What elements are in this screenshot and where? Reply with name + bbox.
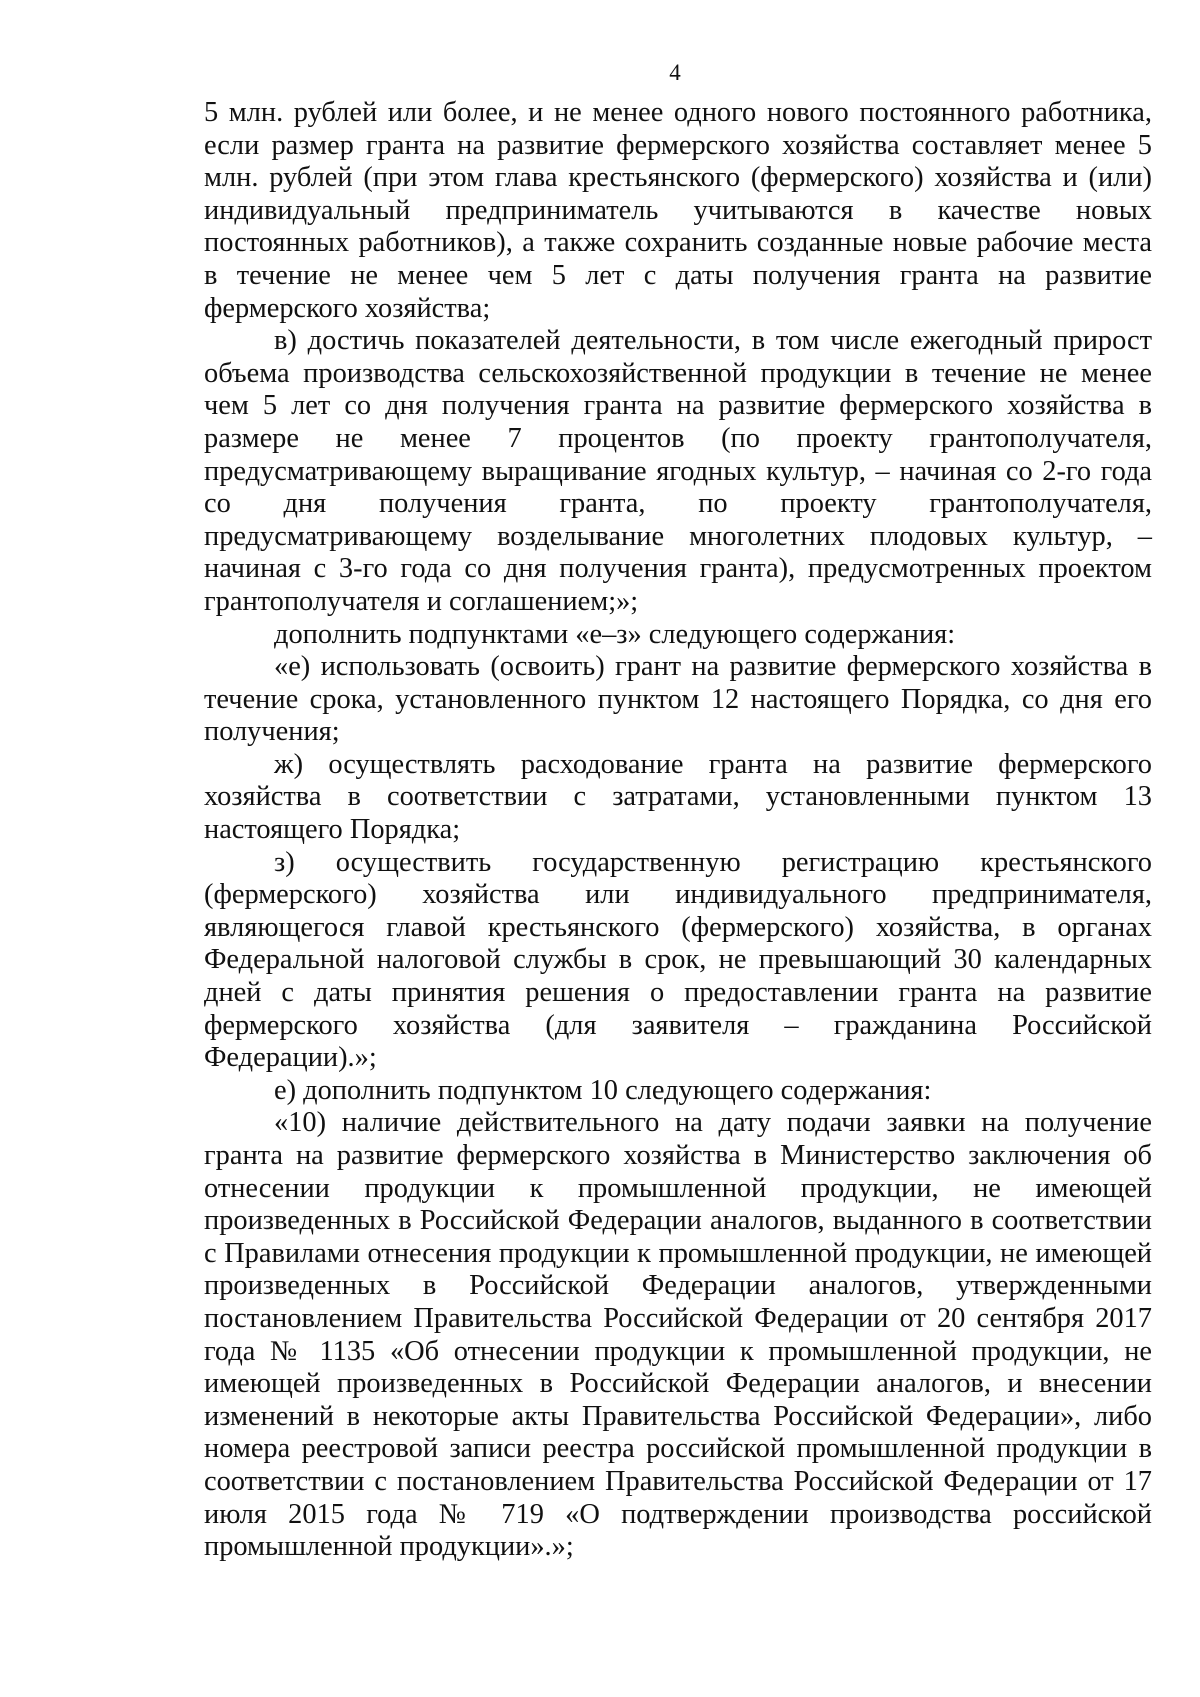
paragraph-amendment-intro: дополнить подпунктами «е–з» следующего содержания: xyxy=(274,618,956,650)
paragraph-subitem-zh: ж) осуществлять расходование гранта на развитие фермерского хозяйства в соответствии с затратами, установленными пунктом 13 настоящего Порядка; xyxy=(204,748,1152,846)
paragraph-subitem-v: в) достичь показателей деятельности, в том числе ежегодный прирост объема производства сельскохозяйственной продукции в течение не менее чем 5 лет со дня получения гранта на развитие фермерского хозяйства в размере не менее 7 процентов (по проекту грантополучателя, предусматривающему выращивание ягодных культур, – начиная со 2-го года со дня получения гранта, по проекту грантополучателя, предусматривающему возделывание многолетних плодовых культур, – начиная с 3-го года со дня получения гранта), предусмотренных проектом грантополучателя и соглашением;»; xyxy=(204,325,1152,617)
paragraph-continuation: 5 млн. рублей или более, и не менее одного нового постоянного работника, если размер гранта на развитие фермерского хозяйства составляет менее 5 млн. рублей (при этом глава крестьянского (фермерского) хозяйства и (или) индивидуальный предприниматель учитываются в качестве новых постоянных работников), а также сохранить созданные новые рабочие места в течение не менее чем 5 лет с даты получения гранта на развитие фермерского хозяйства; xyxy=(204,97,1152,324)
paragraph-subitem-z: з) осуществить государственную регистрацию крестьянского (фермерского) хозяйства или индивидуального предпринимателя, являющегося главой крестьянского (фермерского) хозяйства, в органах Федеральной налоговой службы в срок, не превышающий 30 календарных дней с даты принятия решения о предоставлении гранта на развитие фермерского хозяйства (для заявителя – гражданина Российской Федерации).»; xyxy=(204,846,1152,1074)
page-number: 4 xyxy=(669,60,681,85)
paragraph-amendment-item-10-intro: е) дополнить подпунктом 10 следующего содержания: xyxy=(274,1074,932,1106)
paragraph-item-10: «10) наличие действительного на дату подачи заявки на получение гранта на развитие фермерского хозяйства в Министерство заключения об отнесении продукции к промышленной продукции, не имеющей произведенных в Российской Федерации аналогов, выданного в соответствии с Правилами отнесения продукции к промышленной продукции, не имеющей произведенных в Российской Федерации аналогов, утвержденными постановлением Правительства Российской Федерации от 20 сентября 2017 года № 1135 «Об отнесении продукции к промышленной продукции, не имеющей произведенных в Российской Федерации аналогов, и внесении изменений в некоторые акты Правительства Российской Федерации», либо номера реестровой записи реестра российской промышленной продукции в соответствии с постановлением Правительства Российской Федерации от 17 июля 2015 года № 719 «О подтверждении производства российской промышленной продукции».»; xyxy=(204,1107,1152,1563)
paragraph-subitem-e: «е) использовать (освоить) грант на развитие фермерского хозяйства в течение срока, установленного пунктом 12 настоящего Порядка, со дня его получения; xyxy=(204,651,1152,748)
document-body xyxy=(204,97,1152,1564)
